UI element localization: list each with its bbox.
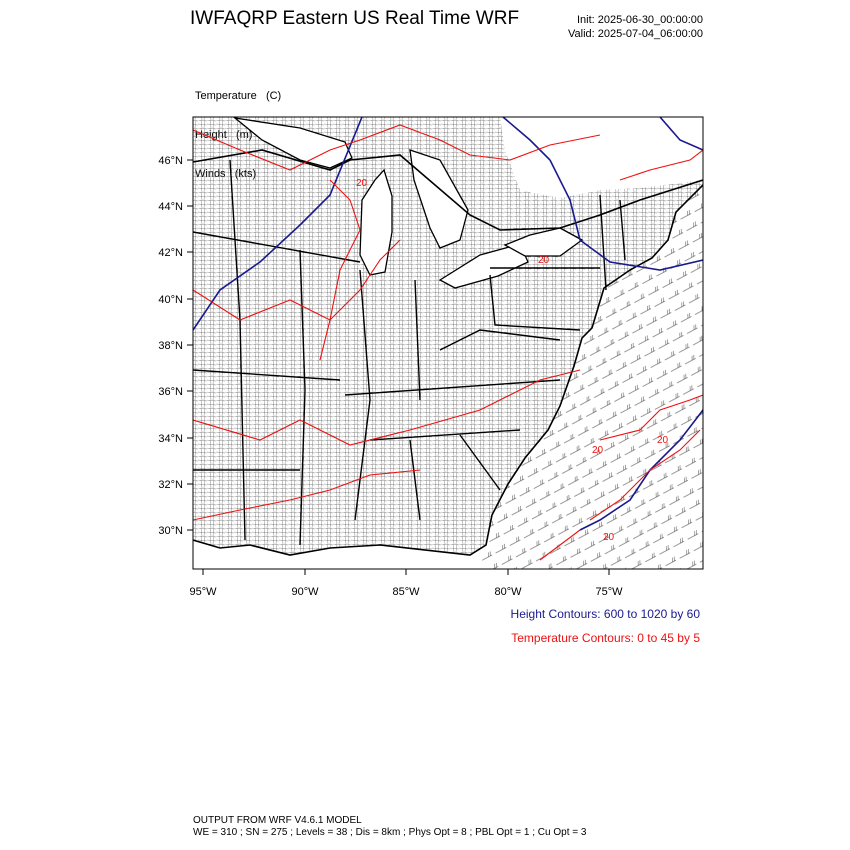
lon-tick-label: 95°W — [189, 586, 217, 598]
lat-tick-label: 32°N — [158, 479, 183, 491]
lat-tick-label: 36°N — [158, 386, 183, 398]
lat-tick-label: 46°N — [158, 155, 183, 167]
contour-label: 20 — [603, 532, 615, 543]
model-info — [193, 815, 586, 839]
height-contour-legend: Height Contours: 600 to 1020 by 60 — [510, 607, 700, 621]
lat-tick-label: 30°N — [158, 525, 183, 537]
lat-tick-label: 40°N — [158, 294, 183, 306]
lat-tick-label: 42°N — [158, 247, 183, 259]
valid-time: Valid: 2025-07-04_06:00:00 — [568, 28, 703, 40]
latitude-axis — [158, 155, 193, 537]
init-time: Init: 2025-06-30_00:00:00 — [577, 14, 703, 26]
lat-tick-label: 38°N — [158, 340, 183, 352]
model-config: WE = 310 ; SN = 275 ; Levels = 38 ; Dis = 8km ; Phys Opt = 8 ; PBL Opt = 1 ; Cu Opt = 3 — [193, 827, 587, 838]
map-content — [193, 117, 703, 569]
lat-tick-label: 44°N — [158, 201, 183, 213]
longitude-axis — [189, 569, 623, 598]
contour-label: 20 — [538, 255, 550, 266]
field-name: Temperature — [195, 90, 257, 102]
contour-label: 20 — [657, 435, 669, 446]
lon-tick-label: 90°W — [291, 586, 319, 598]
temperature-contour-legend: Temperature Contours: 0 to 45 by 5 — [511, 631, 700, 645]
map-title: IWFAQRP Eastern US Real Time WRF — [190, 8, 520, 29]
contour-label: 20 — [356, 178, 368, 189]
lon-tick-label: 80°W — [494, 586, 522, 598]
contour-label: 20 — [592, 445, 604, 456]
lon-tick-label: 85°W — [392, 586, 420, 598]
field-unit: (C) — [265, 90, 282, 102]
lon-tick-label: 75°W — [595, 586, 623, 598]
model-version: OUTPUT FROM WRF V4.6.1 MODEL — [193, 815, 362, 826]
lat-tick-label: 34°N — [158, 433, 183, 445]
